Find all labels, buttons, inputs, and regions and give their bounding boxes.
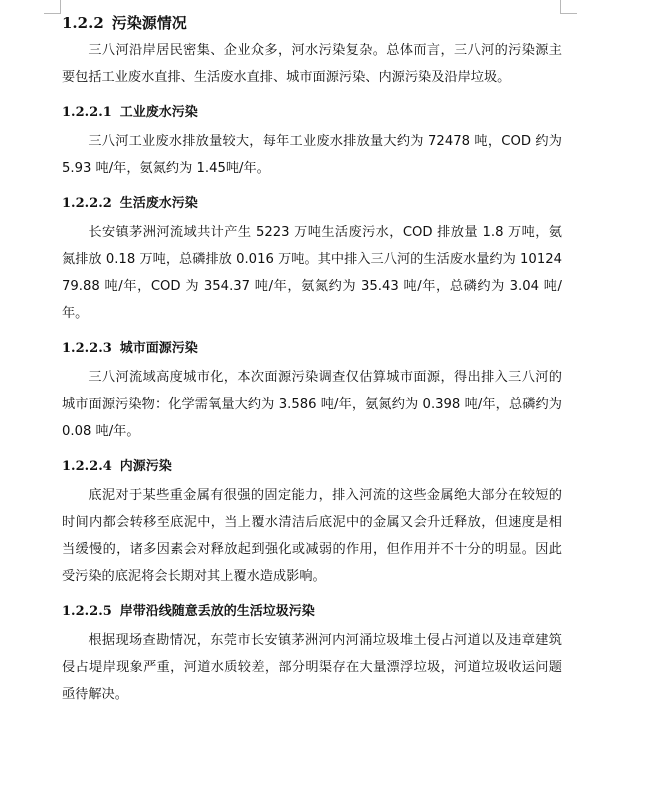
subsection-paragraph-domestic: 长安镇茅洲河流域共计产生 5223 万吨生活废污水，COD 排放量 1.8 万吨，氨氮排放 0.18 万吨，总磷排放 0.016 万吨。其中排入三八河的生活废水量约为 1012479.88 吨/年，COD 为 354.37 吨/年，氨氮约为 35.43 吨/年，总磷约为 3.04 吨/年。 xyxy=(62,225,562,321)
subsection-paragraph-urban-runoff: 三八河流域高度城市化，本次面源污染调查仅估算城市面源，得出排入三八河的城市面源污染物：化学需氧量大约为 3.586 吨/年，氨氮约为 0.398 吨/年，总磷约为 0.08 吨/年。 xyxy=(62,370,562,439)
subsection-heading-urban-runoff xyxy=(62,339,562,359)
section-intro-paragraph: 三八河沿岸居民密集、企业众多，河水污染复杂。总体而言，三八河的污染源主要包括工业废水直排、生活废水直排、城市面源污染、内源污染及沿岸垃圾。 xyxy=(62,43,562,85)
subsection-title: 生活废水污染 xyxy=(119,196,198,211)
subsection-paragraph-riverbank-garbage: 根据现场查勘情况，东莞市长安镇茅洲河内河涌垃圾堆土侵占河道以及违章建筑侵占堤岸现象严重，河道水质较差，部分明渠存在大量漂浮垃圾，河道垃圾收运问题亟待解决。 xyxy=(62,633,562,702)
subsection-title: 工业废水污染 xyxy=(119,105,198,120)
subsection-number: 1.2.2.1 xyxy=(62,105,112,120)
subsection-number: 1.2.2.2 xyxy=(62,196,112,211)
section-number: 1.2.2 xyxy=(62,14,104,32)
subsection-heading-riverbank-garbage xyxy=(62,602,562,622)
subsection-number: 1.2.2.5 xyxy=(62,604,112,619)
subsection-paragraph-industrial: 三八河工业废水排放量较大，每年工业废水排放量大约为 72478 吨，COD 约为 5.93 吨/年，氨氮约为 1.45吨/年。 xyxy=(62,134,562,176)
subsection-heading-internal xyxy=(62,457,562,477)
subsection-title: 内源污染 xyxy=(119,459,172,474)
margin-crop-mark xyxy=(44,0,61,14)
subsection-paragraph-internal: 底泥对于某些重金属有很强的固定能力，排入河流的这些金属绝大部分在较短的时间内都会转移至底泥中，当上覆水清洁后底泥中的金属又会升迁释放，但速度是相当缓慢的，诸多因素会对释放起到强化或减弱的作用，但作用并不十分的明显。因此受污染的底泥将会长期对其上覆水造成影响。 xyxy=(62,488,562,584)
margin-crop-mark xyxy=(560,0,577,14)
subsection-title: 城市面源污染 xyxy=(119,341,198,356)
subsection-number: 1.2.2.4 xyxy=(62,459,112,474)
section-heading xyxy=(62,12,562,34)
section-title: 污染源情况 xyxy=(111,14,187,32)
document-body xyxy=(62,12,562,708)
subsection-number: 1.2.2.3 xyxy=(62,341,112,356)
subsection-title: 岸带沿线随意丢放的生活垃圾污染 xyxy=(119,604,315,619)
subsection-heading-industrial xyxy=(62,103,562,123)
subsection-heading-domestic xyxy=(62,194,562,214)
